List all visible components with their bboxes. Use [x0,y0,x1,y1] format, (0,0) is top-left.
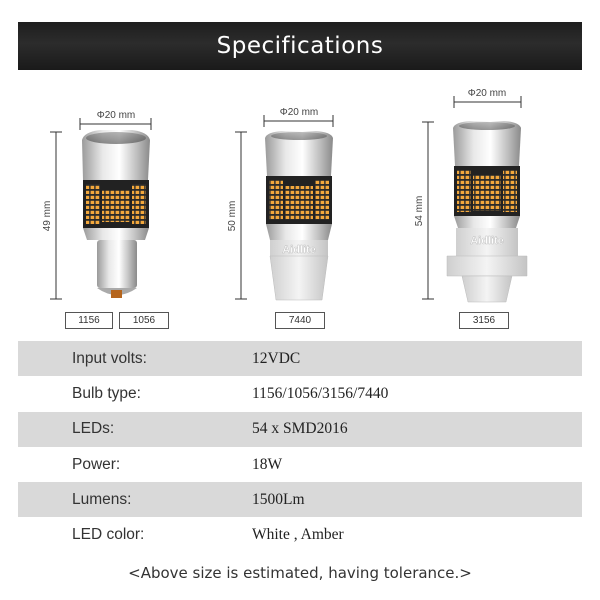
spec-label: LEDs: [72,420,115,438]
bulb-3156-drawing [422,96,527,302]
spec-label: Bulb type: [72,384,141,402]
bulb-3156-height-label: 54 mm [414,195,425,227]
tolerance-note: <Above size is estimated, having tolerance.> [128,564,472,582]
bulb-diagrams [0,80,600,340]
bulb-7440-drawing [235,115,333,300]
spec-value: 12VDC [252,349,301,367]
spec-label: Input volts: [72,349,147,367]
spec-table [18,341,582,553]
spec-row [18,482,582,517]
spec-value: 54 x SMD2016 [252,420,348,438]
spec-label: Power: [72,455,121,473]
bulb-1156-drawing [50,118,151,299]
spec-value: 18W [252,455,283,473]
model-label-7440: 7440 [275,312,325,329]
bulb-1156-height-label: 49 mm [42,200,53,232]
page-title: Specifications [216,33,384,59]
bulb-1156-diameter-label: Φ20 mm [96,110,136,121]
spec-row [18,412,582,447]
bulb-dimension-drawing [0,80,600,340]
specifications-banner [18,22,582,70]
spec-row [18,376,582,411]
model-label-3156: 3156 [459,312,509,329]
model-label-1056: 1056 [119,312,169,329]
spec-row [18,517,582,552]
spec-label: Lumens: [72,490,132,508]
spec-label: LED color: [72,526,145,544]
brand-logo-7440: Aidlite [282,244,316,256]
spec-value: 1156/1056/3156/7440 [252,384,389,402]
spec-row [18,341,582,376]
bulb-7440-height-label: 50 mm [227,200,238,232]
spec-value: 1500Lm [252,490,305,508]
bulb-3156-diameter-label: Φ20 mm [467,88,507,99]
spec-row [18,447,582,482]
bulb-7440-diameter-label: Φ20 mm [279,107,319,118]
brand-logo-3156: Aidlite [470,235,504,247]
spec-value: White , Amber [252,526,344,544]
model-label-1156: 1156 [65,312,113,329]
